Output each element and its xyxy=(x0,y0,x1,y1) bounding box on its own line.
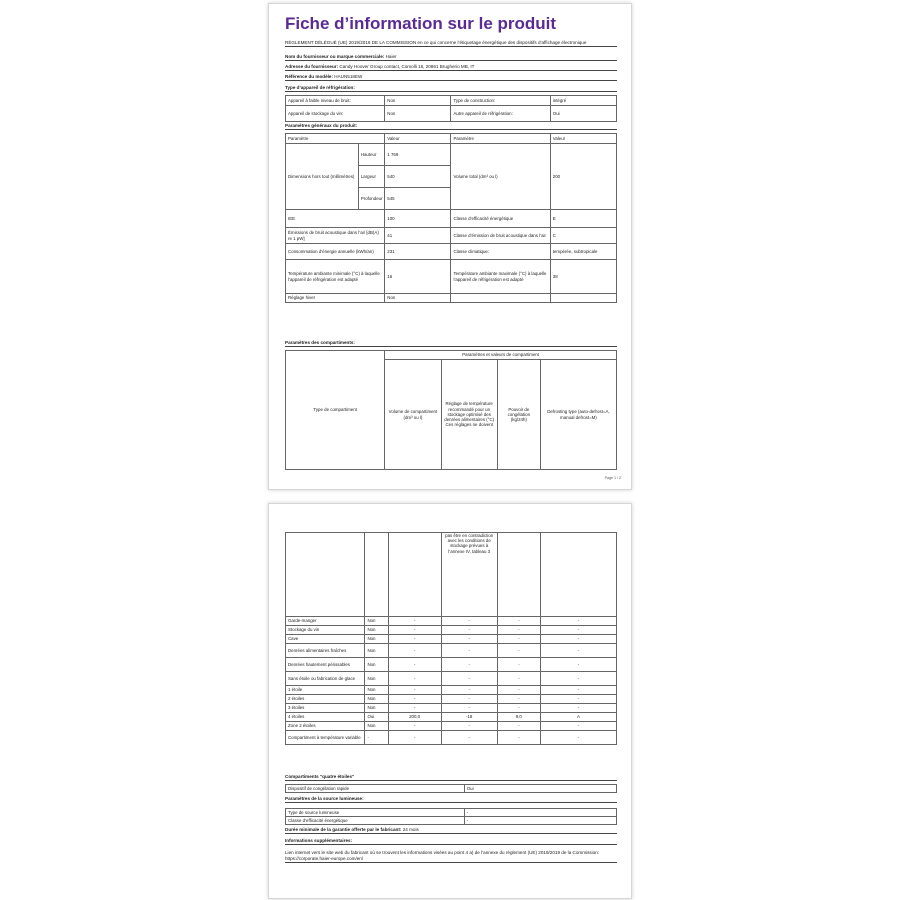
header-cell: Paramètre xyxy=(451,134,550,144)
fast-freeze-table xyxy=(285,784,617,793)
comp-defrost-cell: - xyxy=(540,626,616,635)
comp-defrost-cell: - xyxy=(540,617,616,626)
comp-header-type: Type de compartiment xyxy=(286,351,385,470)
model-value: HAUN518EW xyxy=(334,74,363,79)
table-row xyxy=(286,294,617,303)
comp-freeze-cell: 9,0 xyxy=(497,713,540,722)
comp-temp-cell: - xyxy=(441,644,497,658)
general-section-heading: Paramètres généraux du produit: xyxy=(285,123,617,130)
comp-header-top: Paramètres et valeurs de compartiment xyxy=(385,351,617,360)
comp-temp-cell: - xyxy=(441,658,497,672)
comp-freeze-cell: - xyxy=(497,658,540,672)
comp-freeze-cell: - xyxy=(497,695,540,704)
comp-present-cell: Oui xyxy=(365,713,388,722)
comp-volume-cell: - xyxy=(388,617,441,626)
extra-info-heading: Informations supplémentaires: xyxy=(285,838,617,845)
cell: Non xyxy=(385,106,451,122)
table-row xyxy=(286,351,617,360)
cell: Type de source lumineuse xyxy=(286,809,465,817)
comp-temp-cell: - xyxy=(441,731,497,745)
cell xyxy=(451,294,550,303)
comp-freeze-cell: - xyxy=(497,731,540,745)
comp-temp-cell: - xyxy=(441,695,497,704)
comp-present-cell: Non xyxy=(365,617,388,626)
comp-name-cell: Stockage du vin xyxy=(286,626,365,635)
comp-name-cell: Compartiment à température variable xyxy=(286,731,365,745)
comp-present-cell: Non xyxy=(365,626,388,635)
comp-defrost-cell: - xyxy=(540,672,616,686)
type-table xyxy=(285,95,617,122)
table-row xyxy=(286,731,617,745)
cell: Appareil à faible niveau de bruit: xyxy=(286,96,385,106)
document-page-2 xyxy=(268,503,632,899)
cell: Autre appareil de réfrigération: xyxy=(451,106,550,122)
table-row xyxy=(286,722,617,731)
comp-present-cell: Non xyxy=(365,644,388,658)
comp-name-cell: Zone 2 étoiles xyxy=(286,722,365,731)
comp-volume-cell: - xyxy=(388,695,441,704)
table-row xyxy=(286,658,617,672)
cell: Classe climatique: xyxy=(451,244,550,260)
table-row xyxy=(286,244,617,260)
table-row xyxy=(286,210,617,228)
table-row xyxy=(286,533,617,617)
cell: Non xyxy=(385,294,451,303)
comp-volume-cell: - xyxy=(388,722,441,731)
comp-defrost-cell: - xyxy=(540,722,616,731)
page-title: Fiche d’information sur le produit xyxy=(285,14,557,33)
comp-name-cell: Denrées alimentaires fraîches xyxy=(286,644,365,658)
header-cell: Valeur xyxy=(385,134,451,144)
header-cell: Paramètre xyxy=(286,134,385,144)
header-cell: Valeur xyxy=(550,134,616,144)
comp-freeze-cell: - xyxy=(497,686,540,695)
four-star-heading: Compartiments "quatre étoiles" xyxy=(285,774,617,781)
table-row xyxy=(286,228,617,244)
dim-value: 540 xyxy=(385,166,451,188)
comp-volume-cell: - xyxy=(388,644,441,658)
comp-defrost-cell: A xyxy=(540,713,616,722)
table-row xyxy=(286,817,617,825)
dim-name: Profondeur xyxy=(358,188,384,210)
comp-temp-cell: - xyxy=(441,635,497,644)
model-label: Référence du modèle: xyxy=(285,74,333,79)
light-source-table xyxy=(285,808,617,825)
table-row xyxy=(286,106,617,122)
supplier-value: Haier xyxy=(385,54,397,59)
comp-freeze-cell: - xyxy=(497,644,540,658)
fast-freeze-value: Oui xyxy=(464,785,616,793)
comp-defrost-cell: - xyxy=(540,658,616,672)
general-params-table xyxy=(285,133,617,303)
cell: - xyxy=(464,817,616,825)
comp-volume-cell: - xyxy=(388,731,441,745)
comp-freeze-cell: - xyxy=(497,704,540,713)
comp-temp-cell: - xyxy=(441,617,497,626)
cell: - xyxy=(464,809,616,817)
dim-name: Hauteur xyxy=(358,144,384,166)
cell: 100 xyxy=(385,210,451,228)
comp-freeze-cell: - xyxy=(497,626,540,635)
address-row xyxy=(285,64,617,71)
comp-present-cell: Non xyxy=(365,686,388,695)
volume-label: Volume total (dm³ ou l) xyxy=(451,144,550,210)
comp-name-cell: 1 étoile xyxy=(286,686,365,695)
comp-present-cell: Non xyxy=(365,658,388,672)
cell: Classe d’efficacité énergétique xyxy=(286,817,465,825)
cell: intégré xyxy=(550,96,616,106)
comp-header-temp: Réglage de température recommandé pour un stockage optimisé des denrées alimentaires (°C) Ces réglages ne doivent xyxy=(441,360,497,470)
comp-header-volume: Volume de compartiment (dm³ ou l) xyxy=(385,360,441,470)
comp-volume-cell: - xyxy=(388,635,441,644)
table-row xyxy=(286,96,617,106)
cell: 231 xyxy=(385,244,451,260)
cell xyxy=(286,533,365,617)
comp-freeze-cell: - xyxy=(497,635,540,644)
table-row xyxy=(286,626,617,635)
table-row xyxy=(286,144,617,166)
warranty-label: Durée minimale de la garantie offerte par le fabricant: xyxy=(285,827,402,832)
table-row xyxy=(286,617,617,626)
comp-freeze-cell: - xyxy=(497,617,540,626)
cell: C xyxy=(550,228,616,244)
table-row xyxy=(286,695,617,704)
table-header-row xyxy=(286,134,617,144)
comp-present-cell: - xyxy=(365,731,388,745)
comp-present-cell: Non xyxy=(365,722,388,731)
cell: Température ambiante maximale (°C) à laquelle l’appareil de réfrigération est adapté xyxy=(451,260,550,294)
supplier-label: Nom du fournisseur ou marque commerciale: xyxy=(285,54,385,59)
comp-temp-cell: - xyxy=(441,672,497,686)
cell: tempérée, subtropicale xyxy=(550,244,616,260)
comp-temp-cell: - xyxy=(441,704,497,713)
cell xyxy=(550,294,616,303)
comp-temp-cell: - xyxy=(441,626,497,635)
comp-defrost-cell: - xyxy=(540,635,616,644)
model-row xyxy=(285,74,617,81)
comp-name-cell: Garde-manger xyxy=(286,617,365,626)
comp-defrost-cell: - xyxy=(540,686,616,695)
cell xyxy=(497,533,540,617)
cell xyxy=(365,533,388,617)
cell: Classe d’efficacité énergétique xyxy=(451,210,550,228)
comp-defrost-cell: - xyxy=(540,704,616,713)
volume-value: 200 xyxy=(550,144,616,210)
cell xyxy=(540,533,616,617)
fast-freeze-label: Dispositif de congélation rapide xyxy=(286,785,465,793)
cell: Type de construction: xyxy=(451,96,550,106)
comp-present-cell: Non xyxy=(365,635,388,644)
comp-temp-cell: - xyxy=(441,722,497,731)
comp-present-cell: Non xyxy=(365,695,388,704)
comp-name-cell: 2 étoiles xyxy=(286,695,365,704)
comp-header-freeze: Pouvoir de congélation (kg/24h) xyxy=(497,360,540,470)
cell: IEE xyxy=(286,210,385,228)
dim-value: 1 769 xyxy=(385,144,451,166)
table-row xyxy=(286,635,617,644)
warranty-row xyxy=(285,827,617,834)
comp-name-cell: 4 étoiles xyxy=(286,713,365,722)
light-source-heading: Paramètres de la source lumineuse: xyxy=(285,796,617,803)
comp-freeze-cell: - xyxy=(497,672,540,686)
comp-freeze-cell: - xyxy=(497,722,540,731)
comp-temp-cell: - xyxy=(441,686,497,695)
cell: 41 xyxy=(385,228,451,244)
manufacturer-link[interactable]: https://corporate.haier-europe.com/en/ xyxy=(285,856,364,861)
comp-volume-cell: - xyxy=(388,686,441,695)
table-row xyxy=(286,785,617,793)
page-number: Page 1 / 2 xyxy=(604,476,621,480)
table-row xyxy=(286,260,617,294)
comp-defrost-cell: - xyxy=(540,731,616,745)
link-text: Lien internet vers le site web du fabricant où se trouvent les informations visées au point 4 a) de l’annexe du règlement (UE) 2019/2019 de la Commission: xyxy=(285,850,600,855)
comp-volume-cell: 200,0 xyxy=(388,713,441,722)
comp-present-cell: Non xyxy=(365,704,388,713)
dim-name: Largeur xyxy=(358,166,384,188)
comp-volume-cell: - xyxy=(388,626,441,635)
comp-name-cell: Denrées hautement périssables xyxy=(286,658,365,672)
cell xyxy=(388,533,441,617)
cell: Classe d’émission de bruit acoustique dans l’air xyxy=(451,228,550,244)
regulation-text xyxy=(285,40,617,47)
cell: E xyxy=(550,210,616,228)
cell: Réglage hiver xyxy=(286,294,385,303)
compartments-table xyxy=(285,532,617,745)
comp-defrost-cell: - xyxy=(540,695,616,704)
comp-present-cell: Non xyxy=(365,672,388,686)
regulation-label: RÈGLEMENT DÉLÉGUÉ (UE) 2019/2016 DE LA COMMISSION en ce qui concerne l’étiquetage énergétique des dispositifs d’affichage électronique xyxy=(285,40,587,45)
cell: Émissions de bruit acoustique dans l’air [dB(A) re 1 pW] xyxy=(286,228,385,244)
comp-name-cell: Sans étoile ou fabrication de glace xyxy=(286,672,365,686)
address-label: Adresse du fournisseur: xyxy=(285,64,339,69)
comp-volume-cell: - xyxy=(388,704,441,713)
warranty-value: 24 mois xyxy=(402,827,419,832)
cell: Oui xyxy=(550,106,616,122)
table-row xyxy=(286,713,617,722)
table-row xyxy=(286,672,617,686)
table-row xyxy=(286,809,617,817)
comp-temp-cell: -18 xyxy=(441,713,497,722)
cell: 38 xyxy=(550,260,616,294)
comp-name-cell: Cave xyxy=(286,635,365,644)
compartments-section-heading: Paramètres des compartiments: xyxy=(285,340,617,347)
extra-info-text xyxy=(285,850,617,863)
comp-header-defrost: Defrosting type (auto-defrost=A, manual defrost=M) xyxy=(540,360,616,470)
cell: 16 xyxy=(385,260,451,294)
table-row xyxy=(286,704,617,713)
table-row xyxy=(286,644,617,658)
dim-value: 545 xyxy=(385,188,451,210)
cell: Température ambiante minimale (°C) à laquelle l’appareil de réfrigération est adapté xyxy=(286,260,385,294)
address-value: Candy Hoover Group contact, Comolli 16, 20861 Brugherio MB, IT xyxy=(339,64,475,69)
document-page-1 xyxy=(268,3,632,490)
dimensions-label: Dimensions hors tout (millimètres) xyxy=(286,144,359,210)
comp-volume-cell: - xyxy=(388,658,441,672)
table-row xyxy=(286,686,617,695)
type-section-heading: Type d’appareil de réfrigération: xyxy=(285,85,617,92)
comp-volume-cell: - xyxy=(388,672,441,686)
temp-continuation: pas être en contradiction avec les conditions de stockage prévues à l’annexe IV, tableau 3 xyxy=(441,533,497,617)
supplier-row xyxy=(285,54,617,61)
compartments-header-table xyxy=(285,350,617,470)
cell: Consommation d’énergie annuelle (kWh/an) xyxy=(286,244,385,260)
cell: Appareil de stockage du vin: xyxy=(286,106,385,122)
cell: Non xyxy=(385,96,451,106)
comp-name-cell: 3 étoiles xyxy=(286,704,365,713)
comp-defrost-cell: - xyxy=(540,644,616,658)
